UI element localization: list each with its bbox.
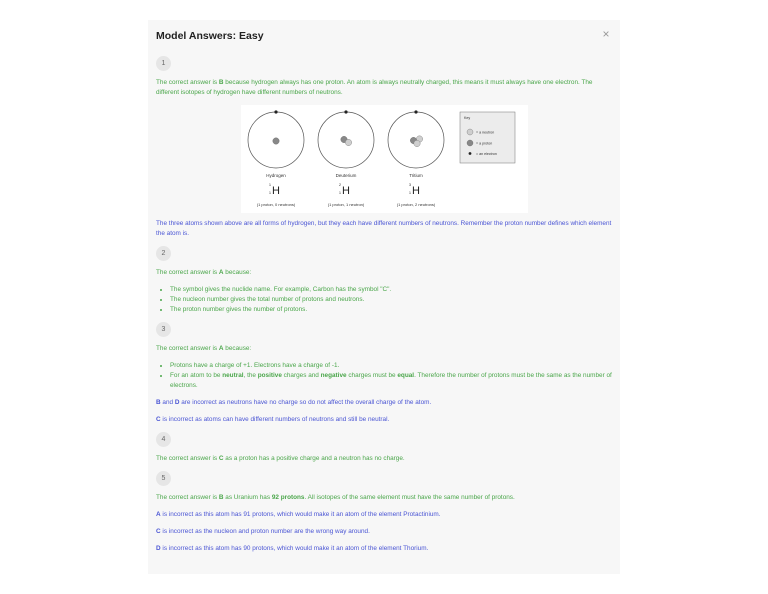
key-electron: = an electron <box>476 151 497 156</box>
atomic-number: 1 <box>409 191 411 195</box>
key-title: Key <box>464 116 471 120</box>
correct-answer-text: The correct answer is C as a proton has a positive charge and a neutron has no charge. <box>156 455 405 462</box>
atom-description: (1 proton, 1 neutron) <box>327 202 365 207</box>
proton-swatch-icon <box>467 140 473 146</box>
atomic-number: 1 <box>339 191 341 195</box>
question-number-badge: 5 <box>156 471 171 486</box>
nuclide-symbol: H <box>342 185 350 197</box>
electron-swatch-icon <box>469 152 472 155</box>
hydrogen-isotopes-diagram <box>241 105 528 213</box>
correct-answer-text: The correct answer is B because hydrogen always has one proton. An atom is always neutrally charged, this means it must always have one electron. The different isotopes of hydrogen have different numbers of neutrons. <box>156 79 593 96</box>
dialog-title: Model Answers: Easy <box>156 30 264 42</box>
list-item: • The proton number gives the number of protons. <box>170 305 612 315</box>
explanation-text: The three atoms shown above are all forms of hydrogen, but they each have different numbers of neutrons. Remember the proton number defines which element the atom is. <box>156 220 612 237</box>
hydrogen-atom <box>248 110 304 168</box>
diagram-key <box>460 112 515 163</box>
answers-content <box>156 56 612 561</box>
atom-description: (1 proton, 2 neutrons) <box>396 202 436 207</box>
correct-answer-text: The correct answer is B as Uranium has 92 protons. All isotopes of the same element must have the same number of protons. <box>156 494 515 501</box>
atom-description: (1 proton, 0 neutrons) <box>256 202 296 207</box>
list-item: • The nucleon number gives the total number of protons and neutrons. <box>170 295 612 305</box>
neutron-swatch-icon <box>467 129 473 135</box>
list-item: • For an atom to be neutral, the positive charges and negative charges must be equal. Therefore the number of protons must be the same as the number of electrons. <box>170 371 612 391</box>
nuclide-symbol: H <box>272 185 280 197</box>
list-item: • The symbol gives the nuclide name. For example, Carbon has the symbol "C". <box>170 285 612 295</box>
question-number-badge: 2 <box>156 246 171 261</box>
atom-label: Deuterium <box>335 173 357 178</box>
reason-list <box>156 361 612 391</box>
question-number-badge: 4 <box>156 432 171 447</box>
close-icon[interactable]: × <box>602 27 610 41</box>
correct-answer-text: The correct answer is A because: <box>156 345 252 352</box>
incorrect-answer-text: C is incorrect as the nucleon and proton number are the wrong way around. <box>156 528 370 535</box>
question-number-badge: 3 <box>156 322 171 337</box>
model-answers-dialog <box>148 20 620 574</box>
list-item: • Protons have a charge of +1. Electrons have a charge of -1. <box>170 361 612 371</box>
incorrect-answer-text: D is incorrect as this atom has 90 protons, which would make it an atom of the element Thorium. <box>156 545 429 552</box>
atom-label: Tritium <box>409 173 423 178</box>
key-neutron: = a neutron <box>476 130 495 135</box>
mass-number: 1 <box>269 183 271 187</box>
mass-number: 3 <box>409 183 411 187</box>
deuterium-atom <box>318 110 374 168</box>
nuclide-symbol: H <box>412 185 420 197</box>
incorrect-answer-text: B and D are incorrect as neutrons have no charge so do not affect the overall charge of the atom. <box>156 399 432 406</box>
correct-answer-text: The correct answer is A because: <box>156 269 252 276</box>
question-number-badge: 1 <box>156 56 171 71</box>
atomic-number: 1 <box>269 191 271 195</box>
incorrect-answer-text: C is incorrect as atoms can have different numbers of neutrons and still be neutral. <box>156 416 390 423</box>
reason-list <box>156 285 612 315</box>
mass-number: 2 <box>339 183 341 187</box>
atom-label: Hydrogen <box>266 173 286 178</box>
tritium-atom <box>388 110 444 168</box>
incorrect-answer-text: A is incorrect as this atom has 91 protons, which would make it an atom of the element Protactinium. <box>156 511 441 518</box>
key-proton: = a proton <box>476 141 493 146</box>
